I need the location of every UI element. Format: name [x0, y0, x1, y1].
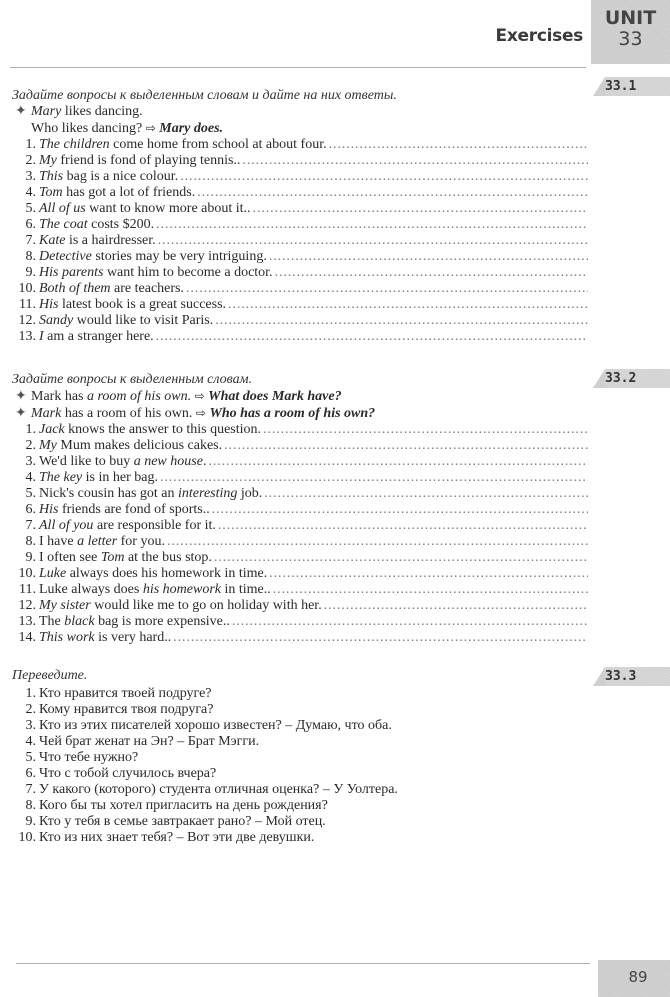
- item-number: 12.: [18, 598, 36, 613]
- item-rest: would like to visit Paris.: [73, 313, 214, 328]
- item-text: [39, 233, 156, 249]
- example-text: has a room of his own.: [61, 406, 193, 421]
- item-rest: would like me to go on holiday with her.: [90, 598, 322, 613]
- item-emphasis: a new house: [133, 454, 203, 469]
- item-emphasis: Tom: [39, 185, 63, 200]
- answer-leader: [215, 313, 588, 329]
- item-number: 9.: [25, 814, 36, 829]
- answer-leader: [275, 265, 588, 281]
- item-rest: stories may be very intriguing.: [91, 249, 267, 264]
- item-rest: job.: [237, 486, 263, 501]
- exercise-items: [12, 686, 588, 846]
- item-emphasis: His: [39, 297, 59, 312]
- answer-leader: [160, 470, 588, 486]
- item-rest: has got a lot of friends.: [62, 185, 196, 200]
- list-item: [12, 422, 588, 438]
- page-number: 89: [598, 960, 670, 997]
- item-text: [39, 502, 210, 518]
- list-item: [12, 137, 588, 153]
- list-item: [12, 734, 588, 750]
- answer-leader: [173, 630, 588, 646]
- item-number: 10.: [18, 830, 36, 845]
- item-text: Кто из них знает тебя? – Вот эти две девушки.: [39, 830, 315, 845]
- item-text: [39, 486, 262, 502]
- item-number: 3.: [25, 169, 36, 184]
- item-pre: The: [39, 614, 65, 629]
- list-item: [12, 630, 588, 646]
- list-item: [12, 201, 588, 217]
- list-item: [12, 329, 588, 345]
- item-number: 4.: [25, 185, 36, 200]
- list-item: [12, 686, 588, 702]
- item-rest: Mum makes delicious cakes.: [56, 438, 223, 453]
- item-text: [39, 169, 178, 185]
- item-text: [39, 470, 158, 486]
- item-emphasis: interesting: [178, 486, 238, 501]
- exercise-33-1: [12, 88, 588, 345]
- item-number: 10.: [18, 566, 36, 581]
- item-text: [39, 550, 212, 566]
- exercise-items: [12, 422, 588, 646]
- answer-leader: [158, 233, 588, 249]
- list-item: [12, 281, 588, 297]
- item-emphasis: Detective: [39, 249, 92, 264]
- list-item: [12, 233, 588, 249]
- item-text: [39, 153, 240, 169]
- item-text: [39, 265, 273, 281]
- item-text: Кому нравится твоя подруга?: [39, 702, 214, 717]
- item-number: 10.: [18, 281, 36, 296]
- list-item: [12, 470, 588, 486]
- answer-leader: [156, 217, 588, 233]
- list-item: [12, 814, 588, 830]
- list-item: [12, 217, 588, 233]
- item-emphasis: Jack: [39, 422, 65, 437]
- star-bullet-icon: ✦: [15, 104, 27, 119]
- list-item: [12, 550, 588, 566]
- item-rest: friends are fond of sports..: [58, 502, 210, 517]
- list-item: [12, 582, 588, 598]
- item-rest: are teachers.: [110, 281, 184, 296]
- answer-leader: [269, 249, 588, 265]
- list-item: [12, 534, 588, 550]
- example-text: Mark has: [31, 389, 87, 404]
- item-pre: We'd like to buy: [39, 454, 134, 469]
- star-bullet-icon: ✦: [15, 389, 27, 404]
- item-text: [39, 249, 267, 265]
- item-text: [39, 313, 213, 329]
- item-rest: latest book is a great success.: [58, 297, 227, 312]
- item-pre: I often see: [39, 550, 101, 565]
- answer-leader: [167, 534, 588, 550]
- list-item: [12, 297, 588, 313]
- item-pre: Luke always does: [39, 582, 143, 597]
- list-item: [12, 502, 588, 518]
- list-item: [12, 313, 588, 329]
- item-emphasis: Luke: [39, 566, 67, 581]
- item-text: [39, 534, 165, 550]
- arrow-right-icon: ⇨: [194, 389, 205, 403]
- item-number: 5.: [25, 750, 36, 765]
- item-number: 1.: [25, 686, 36, 701]
- list-item: [12, 454, 588, 470]
- example: [12, 388, 588, 422]
- list-item: [12, 718, 588, 734]
- item-emphasis: This work: [39, 630, 95, 645]
- item-rest: come home from school at about four.: [109, 137, 327, 152]
- item-number: 4.: [25, 734, 36, 749]
- item-emphasis: All of us: [39, 201, 86, 216]
- answer-leader: [186, 281, 588, 297]
- item-text: [39, 217, 154, 233]
- example-emphasis: Mary: [31, 104, 62, 119]
- item-rest: is a hairdresser.: [65, 233, 156, 248]
- answer-leader: [253, 201, 588, 217]
- answer-leader: [224, 438, 588, 454]
- item-rest: am a stranger here.: [43, 329, 154, 344]
- item-emphasis: My: [39, 153, 57, 168]
- item-number: 11.: [19, 297, 36, 312]
- item-number: 8.: [25, 249, 36, 264]
- item-text: [39, 201, 251, 217]
- item-emphasis: The children: [39, 137, 110, 152]
- item-text: [39, 422, 261, 438]
- item-number: 3.: [25, 718, 36, 733]
- answer-leader: [329, 137, 588, 153]
- item-emphasis: Kate: [39, 233, 66, 248]
- answer-leader: [156, 329, 588, 345]
- item-text: Кто нравится твоей подруге?: [39, 686, 212, 701]
- item-rest: friend is fond of playing tennis..: [56, 153, 241, 168]
- item-number: 9.: [25, 265, 36, 280]
- answer-leader: [180, 169, 588, 185]
- item-text: [39, 137, 327, 153]
- item-emphasis: His parents: [39, 265, 104, 280]
- item-text: [39, 454, 206, 470]
- example-answer: Who has a room of his own?: [209, 406, 376, 421]
- item-rest: want to know more about it..: [85, 201, 251, 216]
- item-emphasis: Sandy: [39, 313, 74, 328]
- example-emphasis: Mark: [31, 406, 62, 421]
- item-emphasis: This: [39, 169, 64, 184]
- item-rest: always does his homework in time.: [66, 566, 268, 581]
- item-text: У какого (которого) студента отличная оценка? – У Уолтера.: [39, 782, 398, 797]
- item-number: 12.: [18, 313, 36, 328]
- answer-leader: [218, 518, 588, 534]
- item-emphasis: Both of them: [39, 281, 111, 296]
- answer-leader: [212, 502, 588, 518]
- list-item: [12, 566, 588, 582]
- list-item: [12, 598, 588, 614]
- item-emphasis: I: [39, 329, 44, 344]
- item-rest: are responsible for it.: [93, 518, 216, 533]
- list-item: [12, 614, 588, 630]
- list-item: [12, 830, 588, 846]
- item-text: [39, 518, 216, 534]
- answer-leader: [263, 422, 588, 438]
- answer-leader: [242, 153, 588, 169]
- answer-leader: [232, 614, 588, 630]
- item-text: Что тебе нужно?: [39, 750, 139, 765]
- item-number: 8.: [25, 534, 36, 549]
- item-number: 5.: [25, 486, 36, 501]
- answer-leader: [214, 550, 588, 566]
- item-rest: at the bus stop.: [124, 550, 212, 565]
- item-rest: bag is a nice colour.: [63, 169, 179, 184]
- item-emphasis: black: [64, 614, 95, 629]
- item-rest: for you.: [117, 534, 165, 549]
- item-emphasis: his homework: [142, 582, 221, 597]
- list-item: [12, 766, 588, 782]
- item-text: [39, 566, 267, 582]
- item-text: [39, 438, 222, 454]
- item-number: 7.: [25, 233, 36, 248]
- item-emphasis: All of you: [39, 518, 94, 533]
- answer-leader: [264, 486, 588, 502]
- item-rest: costs $200.: [87, 217, 155, 232]
- item-text: Что с тобой случилось вчера?: [39, 766, 217, 781]
- header-rule: [10, 67, 586, 68]
- example: [12, 104, 588, 137]
- item-number: 2.: [25, 702, 36, 717]
- answer-leader: [324, 598, 588, 614]
- item-rest: is very hard..: [94, 630, 172, 645]
- list-item: [12, 265, 588, 281]
- item-rest: .: [202, 454, 207, 469]
- item-emphasis: My sister: [39, 598, 91, 613]
- item-number: 9.: [25, 550, 36, 565]
- exercise-33-2: [12, 372, 588, 646]
- exercise-instruction: Задайте вопросы к выделенным словам.: [12, 372, 253, 387]
- item-rest: knows the answer to this question.: [64, 422, 262, 437]
- item-pre: I have: [39, 534, 78, 549]
- item-text: Кто у тебя в семье завтракает рано? – Мой отец.: [39, 814, 326, 829]
- item-number: 11.: [19, 582, 36, 597]
- item-number: 5.: [25, 201, 36, 216]
- list-item: [12, 798, 588, 814]
- item-number: 7.: [25, 782, 36, 797]
- item-emphasis: a letter: [77, 534, 118, 549]
- item-emphasis: Tom: [100, 550, 125, 565]
- list-item: [12, 702, 588, 718]
- item-number: 13.: [18, 614, 36, 629]
- item-number: 8.: [25, 798, 36, 813]
- item-number: 14.: [18, 630, 36, 645]
- example-emphasis: a room of his own.: [87, 389, 192, 404]
- item-rest: in time..: [220, 582, 271, 597]
- example-answer: What does Mark have?: [208, 389, 342, 404]
- item-rest: want him to become a doctor.: [103, 265, 273, 280]
- item-text: [39, 630, 171, 646]
- item-text: Кто из этих писателей хорошо известен? – Думаю, что оба.: [39, 718, 392, 733]
- answer-leader: [228, 297, 588, 313]
- item-text: Чей брат женат на Эн? – Брат Мэгги.: [39, 734, 260, 749]
- exercise-33-3: [12, 668, 588, 846]
- item-text: Кого бы ты хотел пригласить на день рождения?: [39, 798, 328, 813]
- item-number: 6.: [25, 502, 36, 517]
- answer-leader: [208, 454, 588, 470]
- item-pre: Nick's cousin has got an: [39, 486, 179, 501]
- item-number: 1.: [25, 422, 36, 437]
- list-item: [12, 486, 588, 502]
- item-text: [39, 281, 184, 297]
- arrow-right-icon: ⇨: [195, 406, 206, 420]
- item-emphasis: The key: [39, 470, 83, 485]
- item-rest: bag is more expensive..: [94, 614, 230, 629]
- item-number: 6.: [25, 217, 36, 232]
- list-item: [12, 249, 588, 265]
- item-text: [39, 329, 154, 345]
- answer-leader: [197, 185, 588, 201]
- list-item: [12, 153, 588, 169]
- item-text: [39, 598, 322, 614]
- arrow-right-icon: ⇨: [145, 121, 156, 135]
- item-number: 13.: [18, 329, 36, 344]
- item-number: 1.: [25, 137, 36, 152]
- item-rest: is in her bag.: [82, 470, 158, 485]
- exercise-badge-33-3: 33.3: [593, 667, 670, 686]
- item-number: 4.: [25, 470, 36, 485]
- item-number: 3.: [25, 454, 36, 469]
- unit-label: UNIT: [604, 7, 657, 29]
- answer-leader: [269, 566, 588, 582]
- item-emphasis: His: [39, 502, 59, 517]
- item-text: [39, 614, 230, 630]
- list-item: [12, 518, 588, 534]
- example-answer: Mary does.: [159, 121, 224, 136]
- item-number: 2.: [25, 153, 36, 168]
- item-number: 7.: [25, 518, 36, 533]
- item-text: [39, 185, 195, 201]
- item-number: 2.: [25, 438, 36, 453]
- exercise-badge-33-2: 33.2: [593, 369, 670, 388]
- list-item: [12, 438, 588, 454]
- exercise-items: [12, 137, 588, 345]
- list-item: [12, 782, 588, 798]
- exercise-instruction: Переведите.: [12, 668, 88, 683]
- footer-rule: [16, 963, 590, 964]
- unit-box: [591, 0, 670, 64]
- list-item: [12, 185, 588, 201]
- exercise-badge-33-1: 33.1: [593, 77, 670, 96]
- example-sentence: likes dancing.: [61, 104, 143, 119]
- item-emphasis: The coat: [39, 217, 88, 232]
- list-item: [12, 750, 588, 766]
- star-bullet-icon: ✦: [15, 406, 27, 421]
- item-number: 6.: [25, 766, 36, 781]
- header-title: Exercises: [495, 26, 583, 46]
- item-text: [39, 297, 226, 313]
- example-question: Who likes dancing?: [31, 121, 143, 136]
- exercise-instruction: Задайте вопросы к выделенным словам и дайте на них ответы.: [12, 88, 397, 103]
- answer-leader: [273, 582, 588, 598]
- unit-number: 33: [618, 28, 643, 50]
- item-text: [39, 582, 271, 598]
- list-item: [12, 169, 588, 185]
- item-emphasis: My: [39, 438, 57, 453]
